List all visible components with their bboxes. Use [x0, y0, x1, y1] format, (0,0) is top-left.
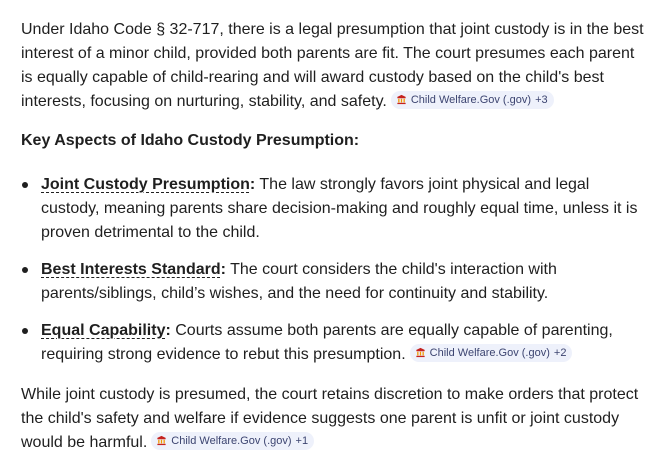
item-text: The law strongly favors joint physical and legal custody, meaning parents share decision-making and roughly equal time, unless it is proven detrimental to the child. [41, 176, 638, 241]
section-heading: Key Aspects of Idaho Custody Presumption: [21, 132, 360, 149]
bullet-icon [22, 267, 28, 273]
list-item [21, 258, 648, 306]
closing-text: While joint custody is presumed, the court retains discretion to make orders that protect the child's safety and welfare if evidence suggests one parent is unfit or joint custody would be harmful. [21, 386, 639, 451]
term-best-interests[interactable]: Best Interests Standard [41, 261, 221, 278]
source-chip-label: Child Welfare.Gov (.gov) [429, 346, 550, 359]
term-equal-capability[interactable]: Equal Capability [41, 322, 166, 339]
list-item [21, 319, 648, 367]
source-chip-intro[interactable] [391, 91, 554, 109]
item-text: The court considers the child's interaction with parents/siblings, child’s wishes, and the need for continuity and stability. [41, 261, 557, 302]
source-chip-count: +3 [535, 93, 548, 106]
term-colon: : [165, 322, 171, 339]
source-chip-count: +1 [295, 434, 309, 447]
closing-paragraph [21, 383, 648, 455]
source-chip-label: Child Welfare.Gov (.gov) [410, 93, 532, 106]
source-chip-equal-capability[interactable] [410, 344, 573, 362]
item-text: Courts assume both parents are equally capable of parenting, requiring strong evidence to rebut this presumption. [41, 322, 613, 363]
intro-paragraph [21, 18, 648, 114]
government-seal-icon [396, 94, 407, 105]
government-seal-icon [156, 435, 167, 446]
list-item [21, 173, 648, 245]
source-chip-count: +2 [553, 346, 567, 359]
term-colon: : [220, 261, 226, 278]
bullet-icon [22, 182, 28, 188]
intro-text: Under Idaho Code § 32-717, there is a legal presumption that joint custody is in the best interest of a minor child, provided both parents are fit. The court presumes each parent is equally capable of child-rearing and will award custody based on the child's best interests, focusing on nurturing, stability, and safety. [21, 21, 644, 110]
term-colon: : [249, 176, 256, 193]
government-seal-icon [415, 347, 426, 358]
term-joint-custody[interactable]: Joint Custody Presumption [41, 176, 250, 193]
source-chip-closing[interactable] [151, 432, 314, 450]
source-chip-label: Child Welfare.Gov (.gov) [171, 434, 292, 447]
aspects-list [21, 173, 648, 367]
bullet-icon [22, 328, 28, 334]
